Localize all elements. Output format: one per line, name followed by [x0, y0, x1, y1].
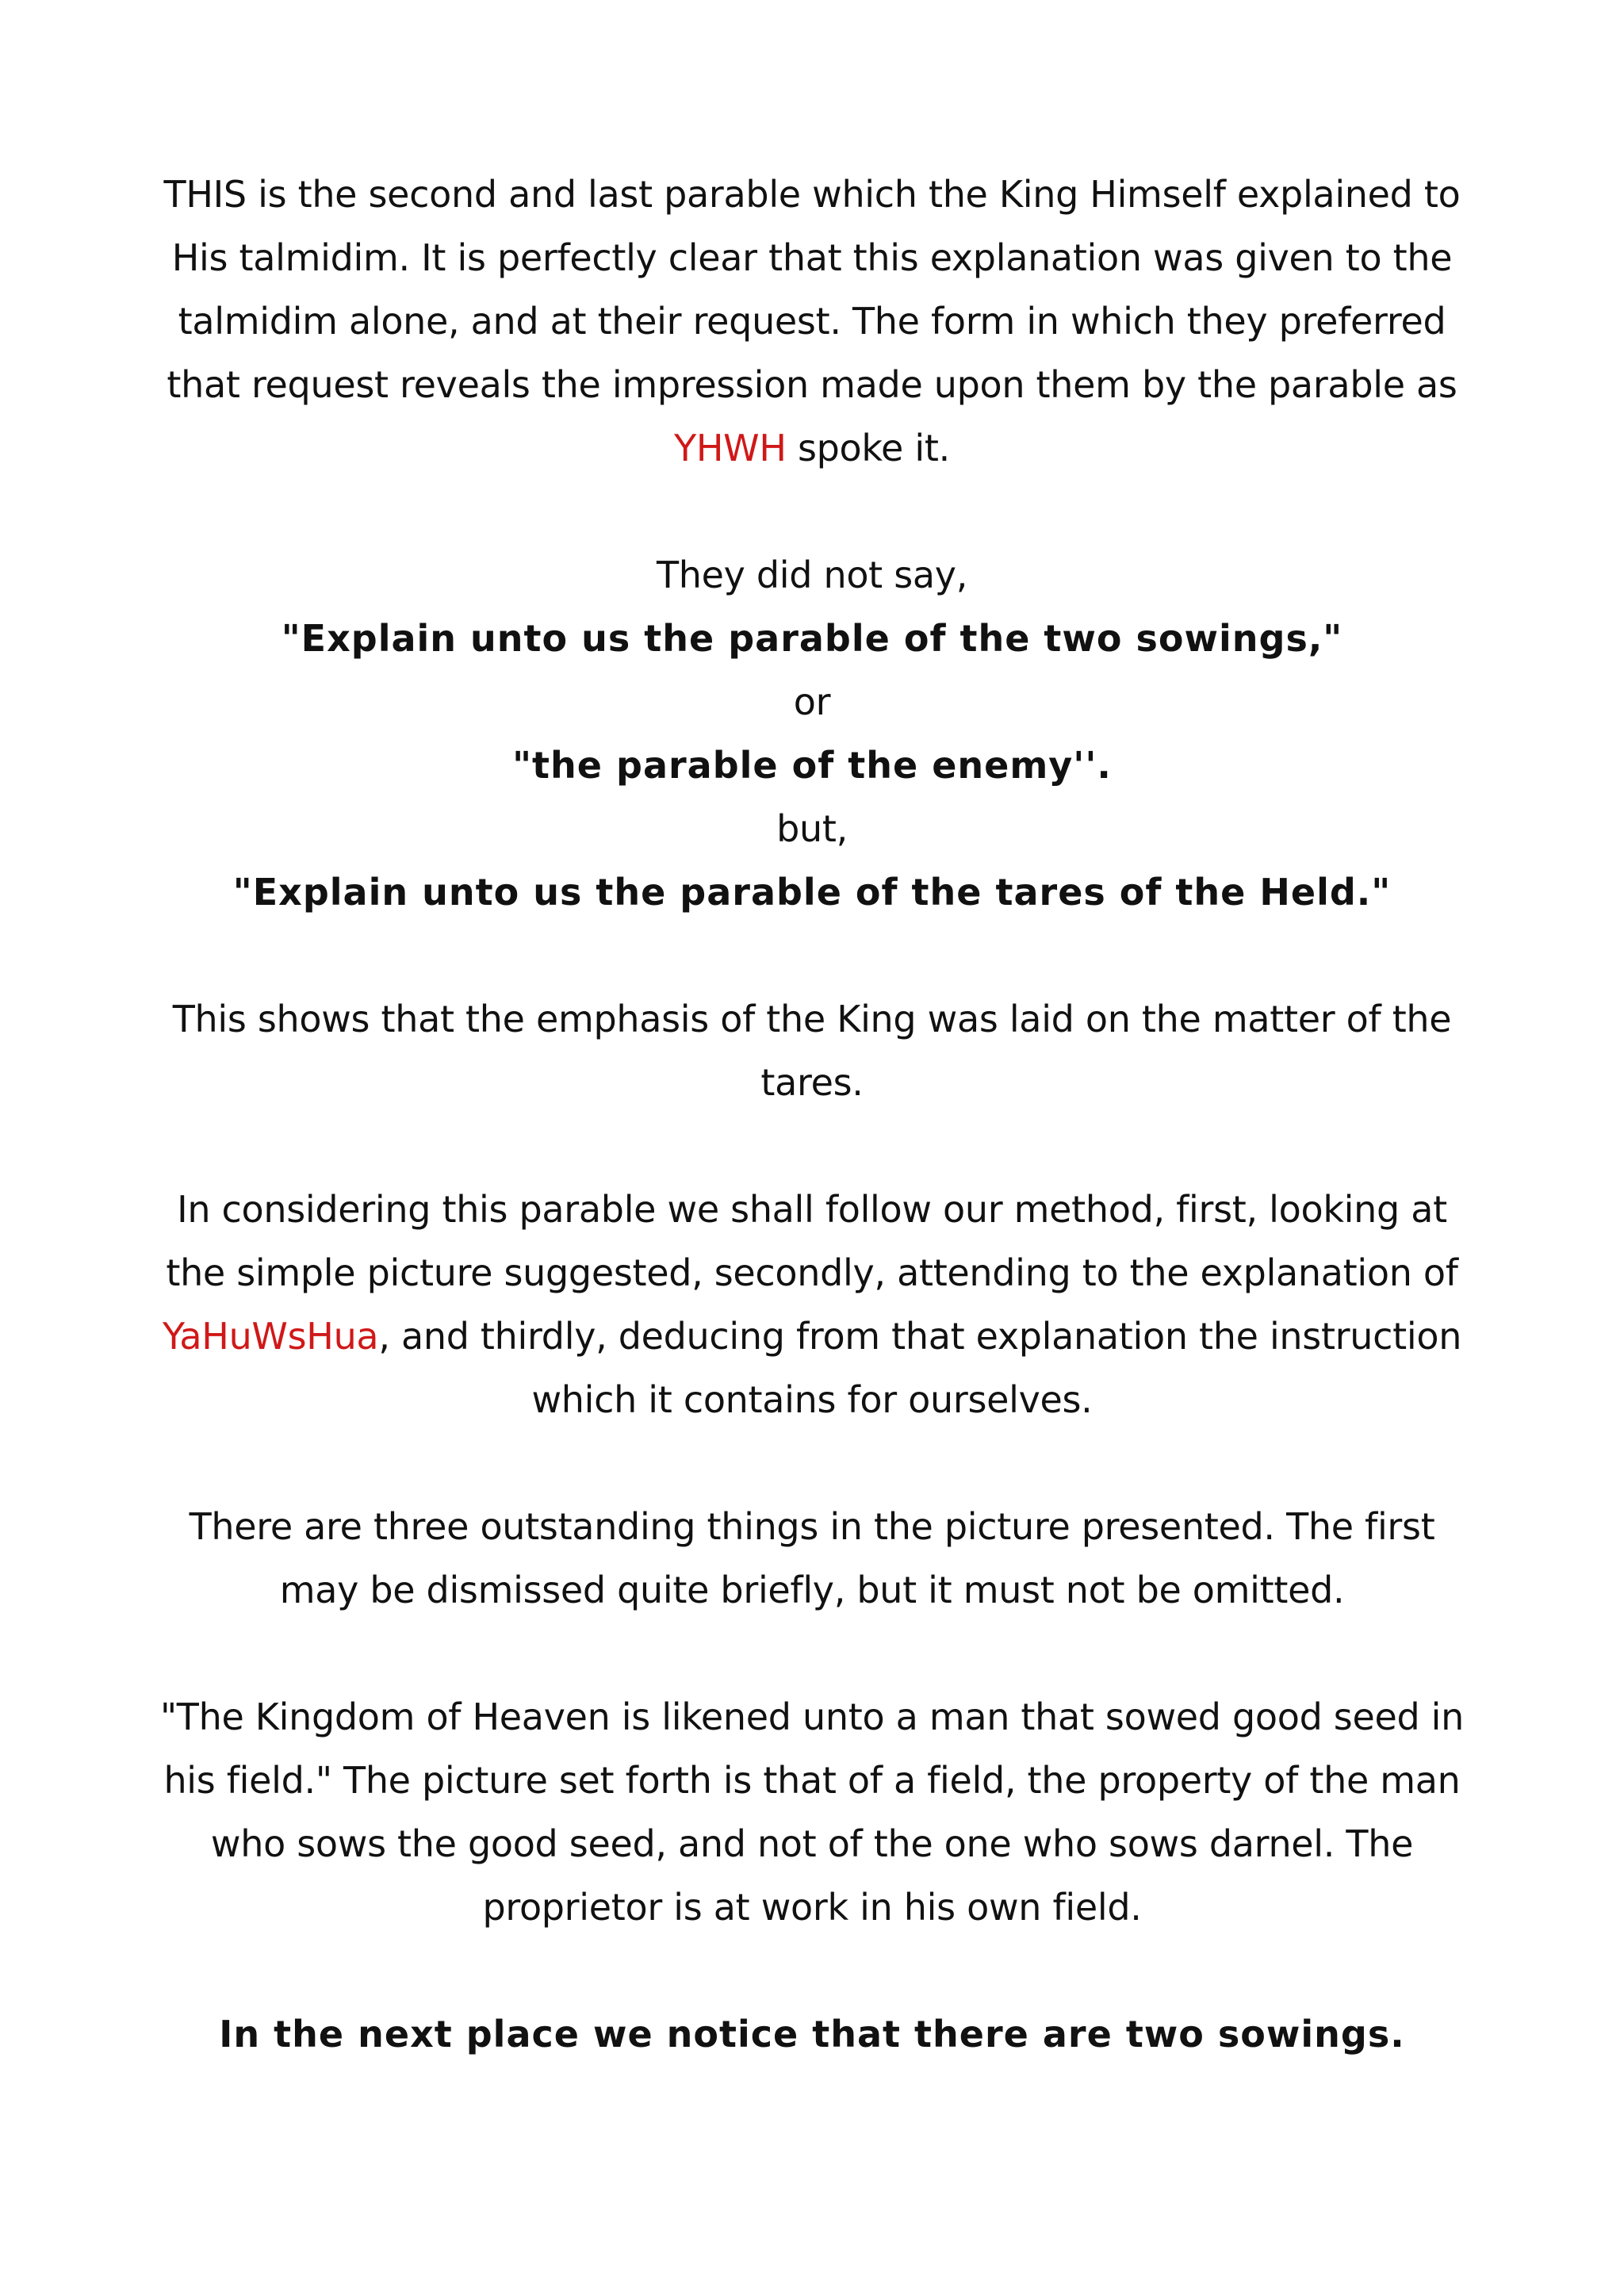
paragraph-spacer — [151, 1114, 1473, 1178]
paragraph-spacer — [151, 1622, 1473, 1685]
document-page — [151, 163, 1473, 2066]
quote-tares: "Explain unto us the parable of the tares of the Held." — [232, 871, 1392, 914]
paragraph-kingdom: "The Kingdom of Heaven is likened unto a man that sowed good seed in his field." The picture set forth is that of a field, the property of the man who sows the good seed, and not of the one who sows darnel. The proprietor is at work in his own field. — [159, 1695, 1465, 1929]
paragraph-spacer — [151, 924, 1473, 987]
quote-two-sowings: "Explain unto us the parable of the two sowings," — [281, 617, 1343, 660]
quote-enemy: "the parable of the enemy''. — [512, 744, 1112, 787]
paragraph-method-text: In considering this parable we shall follow our method, first, looking at the simple picture suggested, secondly, attending to the explanation of — [166, 1188, 1458, 1294]
quote-intro: They did not say, — [656, 554, 968, 596]
divine-name-yhwh: YHWH — [674, 427, 787, 469]
quote-but: but, — [776, 807, 848, 850]
paragraph-three-things: There are three outstanding things in the picture presented. The first may be dismissed quite briefly, but it must not be omitted. — [189, 1505, 1435, 1611]
paragraph-spacer — [151, 1431, 1473, 1495]
paragraph-method-end: , and thirdly, deducing from that explanation the instruction which it contains for ourselves. — [378, 1315, 1462, 1421]
paragraph-emphasis: This shows that the emphasis of the King was laid on the matter of the tares. — [172, 998, 1452, 1104]
paragraph-intro-text: THIS is the second and last parable which the King Himself explained to His talmidim. It is perfectly clear that this explanation was given to the talmidim alone, and at their request. The form in which they preferred that request reveals the impression made upon them by the parable as — [163, 173, 1461, 406]
paragraph-method — [151, 1178, 1473, 1431]
quote-or: or — [793, 680, 831, 723]
paragraph-two-sowings: In the next place we notice that there are two sowings. — [219, 2013, 1405, 2056]
paragraph-intro — [151, 163, 1473, 480]
paragraph-spacer — [151, 480, 1473, 543]
paragraph-intro-end: spoke it. — [786, 427, 950, 469]
paragraph-spacer — [151, 1939, 1473, 2002]
divine-name-yahuwshua: YaHuWsHua — [162, 1315, 379, 1358]
